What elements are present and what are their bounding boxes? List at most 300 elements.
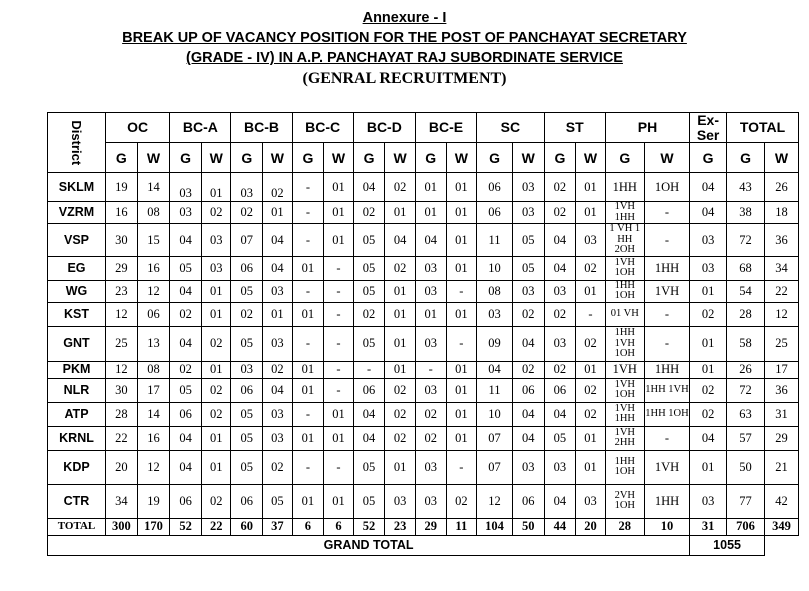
table-cell: 06 xyxy=(170,402,202,426)
table-cell: 28 xyxy=(106,402,138,426)
group-header-bce: BC-E xyxy=(415,113,476,143)
table-cell: - xyxy=(644,224,689,257)
table-cell: 04 xyxy=(512,426,544,450)
table-cell: 12 xyxy=(106,302,138,326)
table-cell: 01 xyxy=(576,173,606,202)
table-cell: 08 xyxy=(137,202,170,224)
table-cell: 1VH 1OH xyxy=(605,256,644,280)
table-cell: 01 xyxy=(292,302,324,326)
w-header: W xyxy=(324,143,354,173)
table-cell: 22 xyxy=(106,426,138,450)
table-cell: 05 xyxy=(512,256,544,280)
table-cell: 01 xyxy=(292,256,324,280)
district-name: SKLM xyxy=(48,173,106,202)
total-cell: 22 xyxy=(201,518,231,535)
table-cell: 04 xyxy=(544,224,576,257)
table-cell: 01 xyxy=(201,426,231,450)
table-cell: 16 xyxy=(137,426,170,450)
g-header: G xyxy=(106,143,138,173)
table-cell: 03 xyxy=(415,450,446,484)
total-cell: 349 xyxy=(765,518,799,535)
table-cell: 01 xyxy=(292,484,324,518)
table-row xyxy=(48,173,799,202)
total-cell: 11 xyxy=(446,518,477,535)
table-cell: 04 xyxy=(477,361,513,378)
table-cell: 03 xyxy=(544,450,576,484)
table-cell: 1HH 1OH xyxy=(605,280,644,302)
table-cell: 01 xyxy=(446,202,477,224)
table-cell: 09 xyxy=(477,326,513,361)
table-cell: 15 xyxy=(137,224,170,257)
table-cell: 02 xyxy=(263,450,293,484)
total-cell: 300 xyxy=(106,518,138,535)
district-name: NLR xyxy=(48,378,106,402)
table-cell: 01 xyxy=(201,280,231,302)
table-cell: 03 xyxy=(201,224,231,257)
total-cell: 60 xyxy=(231,518,263,535)
table-cell: 01 xyxy=(446,378,477,402)
table-cell: 14 xyxy=(137,402,170,426)
g-header: G xyxy=(544,143,576,173)
table-cell: 04 xyxy=(690,202,727,224)
table-cell: 01 xyxy=(324,426,354,450)
table-cell: 02 xyxy=(231,302,263,326)
table-cell: 03 xyxy=(544,280,576,302)
table-cell: 18 xyxy=(765,202,799,224)
table-cell: 01 xyxy=(385,202,416,224)
total-cell: 6 xyxy=(292,518,324,535)
table-cell: 26 xyxy=(727,361,765,378)
table-cell: 03 xyxy=(415,256,446,280)
table-cell: 06 xyxy=(512,378,544,402)
table-cell: 02 xyxy=(415,402,446,426)
table-cell: 54 xyxy=(727,280,765,302)
table-cell: 1HH xyxy=(644,484,689,518)
table-cell: - xyxy=(644,326,689,361)
table-cell: 06 xyxy=(170,484,202,518)
district-name: VZRM xyxy=(48,202,106,224)
table-cell: 02 xyxy=(353,202,385,224)
table-cell: 03 xyxy=(690,224,727,257)
g-header: G xyxy=(353,143,385,173)
table-cell: 01 xyxy=(446,256,477,280)
table-row xyxy=(48,402,799,426)
table-row xyxy=(48,450,799,484)
table-cell: 01 xyxy=(576,280,606,302)
table-row xyxy=(48,426,799,450)
table-cell: 1VH xyxy=(605,361,644,378)
table-cell: 03 xyxy=(512,450,544,484)
table-cell: 04 xyxy=(512,326,544,361)
table-row xyxy=(48,326,799,361)
total-cell: 10 xyxy=(644,518,689,535)
table-row xyxy=(48,256,799,280)
table-row xyxy=(48,302,799,326)
table-cell: 72 xyxy=(727,224,765,257)
table-cell: 02 xyxy=(385,173,416,202)
table-cell: 10 xyxy=(477,256,513,280)
table-cell: 06 xyxy=(353,378,385,402)
table-cell: 02 xyxy=(385,378,416,402)
table-cell: 01 xyxy=(201,361,231,378)
title-line-2: (GRADE - IV) IN A.P. PANCHAYAT RAJ SUBORDINATE SERVICE xyxy=(186,50,623,66)
total-label: TOTAL xyxy=(48,518,106,535)
table-cell: - xyxy=(292,280,324,302)
total-cell: 29 xyxy=(415,518,446,535)
table-cell: 02 xyxy=(446,484,477,518)
table-cell: 14 xyxy=(137,173,170,202)
table-cell: 01 VH xyxy=(605,302,644,326)
table-cell: - xyxy=(644,202,689,224)
table-row xyxy=(48,361,799,378)
table-cell: 04 xyxy=(353,173,385,202)
table-cell: 11 xyxy=(477,378,513,402)
table-cell: 01 xyxy=(201,450,231,484)
table-cell: 02 xyxy=(231,202,263,224)
table-cell: 04 xyxy=(544,402,576,426)
group-header-bcd: BC-D xyxy=(353,113,415,143)
table-cell: 02 xyxy=(201,202,231,224)
table-cell: - xyxy=(292,173,324,202)
table-cell: 01 xyxy=(385,280,416,302)
table-cell: 04 xyxy=(263,256,293,280)
table-cell: 72 xyxy=(727,378,765,402)
table-cell: 02 xyxy=(512,302,544,326)
table-cell: 12 xyxy=(137,280,170,302)
table-cell: 1VH 1HH xyxy=(605,202,644,224)
table-cell: - xyxy=(324,361,354,378)
table-cell: 02 xyxy=(170,361,202,378)
group-header-ph: PH xyxy=(605,113,689,143)
table-cell: 02 xyxy=(385,256,416,280)
table-cell: 20 xyxy=(106,450,138,484)
table-cell: 02 xyxy=(576,326,606,361)
table-cell: 02 xyxy=(201,326,231,361)
table-cell: 50 xyxy=(727,450,765,484)
table-cell: 02 xyxy=(263,361,293,378)
table-cell: 03 xyxy=(231,173,263,202)
w-header: W xyxy=(576,143,606,173)
table-cell: - xyxy=(324,378,354,402)
gw-header-row xyxy=(48,143,799,173)
group-header-st: ST xyxy=(544,113,605,143)
total-cell: 52 xyxy=(170,518,202,535)
table-cell: 01 xyxy=(690,280,727,302)
table-cell: 08 xyxy=(137,361,170,378)
vacancy-table xyxy=(47,112,799,556)
table-cell: 05 xyxy=(544,426,576,450)
table-cell: 1VH 1HH xyxy=(605,402,644,426)
table-cell: 02 xyxy=(576,256,606,280)
table-cell: 11 xyxy=(477,224,513,257)
table-cell: 12 xyxy=(106,361,138,378)
district-name: KDP xyxy=(48,450,106,484)
table-row xyxy=(48,202,799,224)
table-cell: 01 xyxy=(324,173,354,202)
table-cell: 1VH xyxy=(644,280,689,302)
table-cell: 01 xyxy=(292,361,324,378)
table-cell: 06 xyxy=(231,378,263,402)
table-cell: - xyxy=(415,361,446,378)
table-cell: 17 xyxy=(137,378,170,402)
table-cell: 01 xyxy=(292,378,324,402)
table-cell: 04 xyxy=(170,326,202,361)
group-header-oc: OC xyxy=(106,113,170,143)
table-cell: - xyxy=(292,402,324,426)
table-cell: 07 xyxy=(477,450,513,484)
table-cell: 25 xyxy=(765,326,799,361)
table-cell: 02 xyxy=(170,302,202,326)
table-cell: 26 xyxy=(765,173,799,202)
table-cell: 03 xyxy=(415,280,446,302)
table-cell: 01 xyxy=(690,326,727,361)
g-header: G xyxy=(477,143,513,173)
total-cell: 31 xyxy=(690,518,727,535)
table-cell: 01 xyxy=(415,173,446,202)
w-header: W xyxy=(765,143,799,173)
table-cell: - xyxy=(353,361,385,378)
table-cell: 02 xyxy=(415,426,446,450)
table-cell: 03 xyxy=(512,280,544,302)
table-cell: 06 xyxy=(477,173,513,202)
district-name: ATP xyxy=(48,402,106,426)
table-cell: 05 xyxy=(353,484,385,518)
table-cell: 25 xyxy=(106,326,138,361)
table-cell: 30 xyxy=(106,224,138,257)
total-cell: 37 xyxy=(263,518,293,535)
total-row xyxy=(48,518,799,535)
table-cell: 30 xyxy=(106,378,138,402)
w-header: W xyxy=(137,143,170,173)
table-cell: 01 xyxy=(576,450,606,484)
table-cell: 03 xyxy=(263,326,293,361)
district-header xyxy=(48,113,106,173)
group-header-total: TOTAL xyxy=(727,113,799,143)
table-cell: 1HH 1OH xyxy=(644,402,689,426)
table-cell: 43 xyxy=(727,173,765,202)
table-cell: 02 xyxy=(576,378,606,402)
table-cell: 06 xyxy=(544,378,576,402)
table-cell: 04 xyxy=(170,224,202,257)
table-cell: 04 xyxy=(690,426,727,450)
table-cell: 03 xyxy=(170,173,202,202)
table-cell: 01 xyxy=(690,361,727,378)
table-cell: 28 xyxy=(727,302,765,326)
table-cell: 03 xyxy=(415,326,446,361)
table-cell: 02 xyxy=(544,173,576,202)
g-header: G xyxy=(415,143,446,173)
table-cell: 17 xyxy=(765,361,799,378)
table-cell: 1OH xyxy=(644,173,689,202)
w-header: W xyxy=(446,143,477,173)
grand-total-value: 1055 xyxy=(690,535,765,555)
table-cell: 07 xyxy=(477,426,513,450)
w-header: W xyxy=(512,143,544,173)
table-cell: 36 xyxy=(765,378,799,402)
table-cell: 03 xyxy=(544,326,576,361)
table-cell: 04 xyxy=(170,450,202,484)
table-cell: 29 xyxy=(765,426,799,450)
table-cell: 03 xyxy=(231,361,263,378)
table-cell: 05 xyxy=(353,450,385,484)
table-cell: 06 xyxy=(477,202,513,224)
table-cell: 04 xyxy=(415,224,446,257)
table-cell: 02 xyxy=(690,378,727,402)
table-cell: 04 xyxy=(170,280,202,302)
table-cell: 01 xyxy=(324,402,354,426)
table-cell: 01 xyxy=(385,302,416,326)
table-cell: 1 VH 1 HH 2OH xyxy=(605,224,644,257)
district-label: District xyxy=(69,120,85,165)
table-cell: 03 xyxy=(690,256,727,280)
table-cell: 05 xyxy=(353,224,385,257)
table-cell: 1HH 1VH 1OH xyxy=(605,326,644,361)
table-cell: 01 xyxy=(385,361,416,378)
table-cell: 02 xyxy=(576,402,606,426)
g-header: G xyxy=(231,143,263,173)
table-cell: - xyxy=(576,302,606,326)
district-name: KST xyxy=(48,302,106,326)
table-cell: 16 xyxy=(137,256,170,280)
table-cell: 42 xyxy=(765,484,799,518)
table-cell: 08 xyxy=(477,280,513,302)
table-cell: 13 xyxy=(137,326,170,361)
table-cell: 1VH 1OH xyxy=(605,378,644,402)
table-cell: 02 xyxy=(690,302,727,326)
table-cell: 05 xyxy=(353,256,385,280)
group-header-bca: BC-A xyxy=(170,113,231,143)
table-row xyxy=(48,224,799,257)
table-cell: 19 xyxy=(106,173,138,202)
table-cell: 02 xyxy=(690,402,727,426)
table-cell: 05 xyxy=(353,280,385,302)
table-cell: 1HH xyxy=(644,361,689,378)
table-cell: 1VH 2HH xyxy=(605,426,644,450)
total-cell: 23 xyxy=(385,518,416,535)
table-cell: 03 xyxy=(263,426,293,450)
table-cell: 01 xyxy=(385,450,416,484)
table-cell: 03 xyxy=(385,484,416,518)
table-cell: 16 xyxy=(106,202,138,224)
table-cell: 01 xyxy=(446,426,477,450)
g-header: G xyxy=(170,143,202,173)
table-cell: 01 xyxy=(324,202,354,224)
table-cell: 02 xyxy=(201,402,231,426)
table-cell: 1HH 1OH xyxy=(605,450,644,484)
table-cell: 03 xyxy=(576,484,606,518)
table-cell: 01 xyxy=(415,202,446,224)
table-cell: 63 xyxy=(727,402,765,426)
table-cell: - xyxy=(644,302,689,326)
table-cell: 03 xyxy=(170,202,202,224)
table-cell: - xyxy=(446,450,477,484)
table-row xyxy=(48,484,799,518)
total-cell: 104 xyxy=(477,518,513,535)
table-cell: 04 xyxy=(512,402,544,426)
table-cell: 01 xyxy=(446,402,477,426)
table-cell: 04 xyxy=(544,256,576,280)
table-cell: 01 xyxy=(576,361,606,378)
total-cell: 706 xyxy=(727,518,765,535)
table-cell: 38 xyxy=(727,202,765,224)
table-cell: 01 xyxy=(201,302,231,326)
total-cell: 170 xyxy=(137,518,170,535)
g-header: G xyxy=(605,143,644,173)
table-cell: 07 xyxy=(231,224,263,257)
table-cell: 03 xyxy=(512,202,544,224)
table-cell: 01 xyxy=(324,224,354,257)
table-cell: 05 xyxy=(512,224,544,257)
table-cell: 10 xyxy=(477,402,513,426)
table-cell: 04 xyxy=(353,402,385,426)
table-cell: 12 xyxy=(137,450,170,484)
table-cell: 05 xyxy=(231,426,263,450)
total-cell: 52 xyxy=(353,518,385,535)
table-cell: 22 xyxy=(765,280,799,302)
table-cell: - xyxy=(324,450,354,484)
w-header: W xyxy=(644,143,689,173)
subtitle: (GENRAL RECRUITMENT) xyxy=(302,70,507,87)
table-cell: 29 xyxy=(106,256,138,280)
table-cell: 03 xyxy=(512,173,544,202)
table-cell: - xyxy=(324,302,354,326)
table-cell: 23 xyxy=(106,280,138,302)
table-cell: - xyxy=(292,224,324,257)
total-cell: 28 xyxy=(605,518,644,535)
table-cell: 05 xyxy=(231,280,263,302)
table-cell: 02 xyxy=(544,302,576,326)
table-cell: 05 xyxy=(231,402,263,426)
table-cell: 19 xyxy=(137,484,170,518)
total-cell: 20 xyxy=(576,518,606,535)
group-header-bcc: BC-C xyxy=(292,113,353,143)
table-cell: 02 xyxy=(263,173,293,202)
table-cell: 03 xyxy=(690,484,727,518)
table-cell: 06 xyxy=(231,484,263,518)
table-cell: 01 xyxy=(446,173,477,202)
district-name: CTR xyxy=(48,484,106,518)
table-cell: 03 xyxy=(477,302,513,326)
table-cell: 01 xyxy=(263,302,293,326)
w-header: W xyxy=(385,143,416,173)
table-cell: 03 xyxy=(263,280,293,302)
district-name: PKM xyxy=(48,361,106,378)
grand-total-label: GRAND TOTAL xyxy=(48,535,690,555)
table-cell: 21 xyxy=(765,450,799,484)
table-cell: 68 xyxy=(727,256,765,280)
table-cell: 05 xyxy=(231,326,263,361)
table-cell: 01 xyxy=(446,224,477,257)
group-header-sc: SC xyxy=(477,113,545,143)
table-cell: 1VH xyxy=(644,450,689,484)
annexure-label: Annexure - I xyxy=(362,10,447,26)
table-cell: 02 xyxy=(544,361,576,378)
total-cell: 44 xyxy=(544,518,576,535)
group-header-bcb: BC-B xyxy=(231,113,292,143)
table-cell: - xyxy=(292,326,324,361)
table-cell: - xyxy=(324,256,354,280)
table-cell: - xyxy=(292,450,324,484)
table-cell: 02 xyxy=(201,378,231,402)
table-cell: 2VH 1OH xyxy=(605,484,644,518)
table-cell: 01 xyxy=(415,302,446,326)
table-cell: - xyxy=(446,326,477,361)
table-cell: 12 xyxy=(477,484,513,518)
table-cell: 01 xyxy=(446,361,477,378)
table-cell: 05 xyxy=(170,256,202,280)
table-cell: - xyxy=(446,280,477,302)
table-cell: 34 xyxy=(765,256,799,280)
